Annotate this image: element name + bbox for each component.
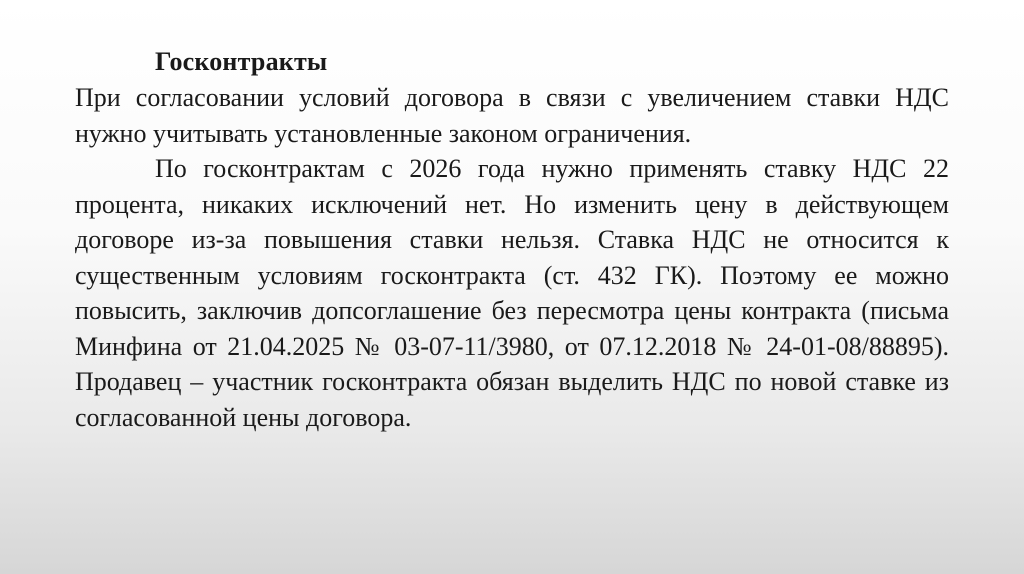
slide-content: [75, 44, 949, 435]
paragraph-intro: При согласовании условий договора в связи с увеличением ставки НДС нужно учитывать установленные законом ограничения.: [75, 83, 949, 148]
slide-heading: Госконтракты: [155, 47, 328, 76]
paragraph-goscontract-vat: По госконтрактам с 2026 года нужно применять ставку НДС 22 процента, никаких исключений нет. Но изменить цену в действующем договоре из-за повышения ставки нельзя. Ставка НДС не относится к существенным условиям госконтракта (ст. 432 ГК). Поэтому ее можно повысить, заключив допсоглашение без пересмотра цены контракта (письма Минфина от 21.04.2025 № 03-07-11/3980, от 07.12.2018 № 24-01-08/88895). Продавец – участник госконтракта обязан выделить НДС по новой ставке из согласованной цены договора.: [75, 154, 949, 432]
